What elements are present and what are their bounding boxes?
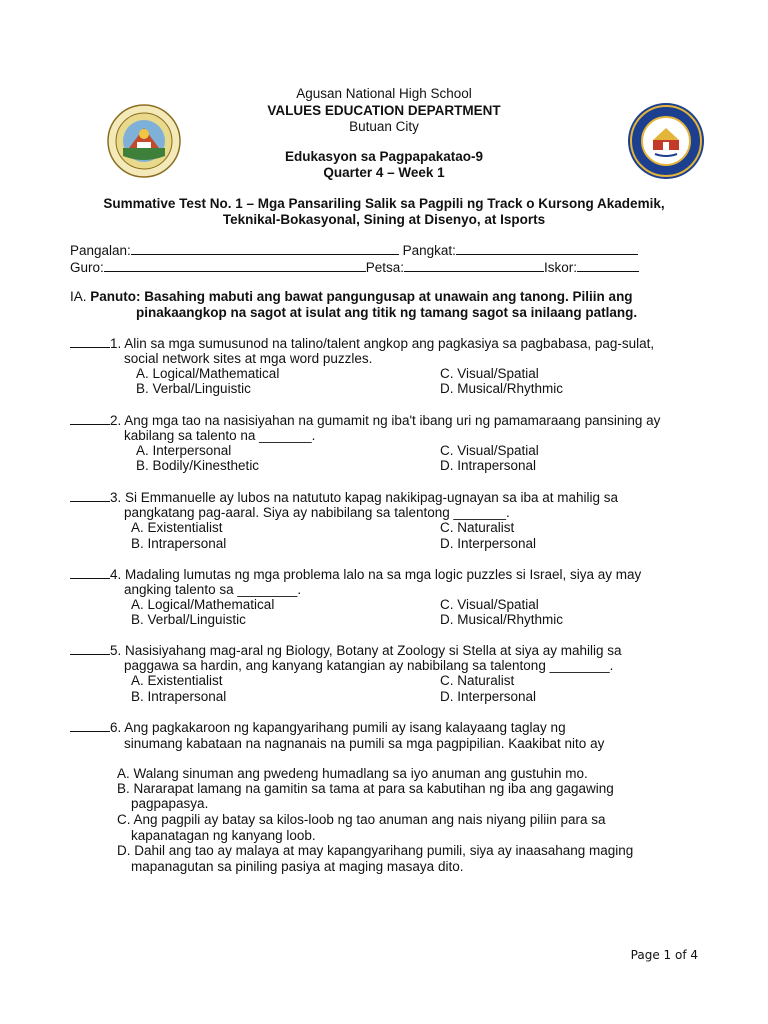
teacher-label: Guro: — [70, 260, 104, 275]
teacher-field-row — [70, 259, 639, 275]
test-title-line1: Summative Test No. 1 – Mga Pansariling Salik sa Pagpili ng Track o Kursong Akademik, — [103, 196, 665, 211]
q3-option-d: D. Interpersonal — [440, 536, 537, 551]
q4-option-b: B. Verbal/Linguistic — [131, 612, 246, 627]
q1-option-b: B. Verbal/Linguistic — [136, 381, 251, 396]
q3-option-b: B. Intrapersonal — [131, 536, 227, 551]
department-name: VALUES EDUCATION DEPARTMENT — [267, 103, 501, 118]
question-2: 2. Ang mga tao na nasisiyahan na gumamit ng iba't ibang uri ng pamamaraang pansining ay — [70, 412, 660, 428]
q6-option-d-cont: mapanagutan sa piniling pasiya at maging masaya dito. — [131, 859, 464, 874]
date-label: Petsa: — [365, 260, 405, 275]
instructions-line2: pinakaangkop na sagot at isulat ang titik ng tamang sagot sa inilaang patlang. — [136, 305, 638, 320]
q4-option-a: A. Logical/Mathematical — [131, 597, 275, 612]
question-1: 1. Alin sa mga sumusunod na talino/talent angkop ang pagkasiya sa pagbabasa, pag-sulat, — [70, 335, 654, 351]
question-2-line2: kabilang sa talento na _______. — [124, 428, 316, 443]
instructions-prefix: IA. — [70, 289, 87, 304]
q2-option-b: B. Bodily/Kinesthetic — [136, 458, 260, 473]
q6-option-b-cont: pagpapasya. — [131, 796, 209, 811]
answer-blank-3[interactable] — [70, 489, 110, 502]
score-label: Iskor: — [544, 260, 578, 275]
q1-option-c: C. Visual/Spatial — [440, 366, 539, 381]
q1-option-d: D. Musical/Rhythmic — [440, 381, 564, 396]
school-name: Agusan National High School — [296, 86, 472, 101]
q5-option-b: B. Intrapersonal — [131, 689, 227, 704]
q2-option-a: A. Interpersonal — [136, 443, 232, 458]
instructions-line1: IA. Panuto: Basahing mabuti ang bawat pangungusap at unawain ang tanong. Piliin ang — [70, 289, 633, 304]
subject-title: Edukasyon sa Pagpapakatao-9 — [284, 149, 484, 164]
q6-option-d: D. Dahil ang tao ay malaya at may kapangyarihang pumili, siya ay inaasahang maging — [117, 843, 634, 858]
section-blank[interactable] — [456, 242, 638, 255]
name-field-row — [70, 242, 638, 258]
q3-option-a: A. Existentialist — [131, 520, 223, 535]
q6-option-c-cont: kapanatagan ng kanyang loob. — [131, 828, 316, 843]
question-6: 6. Ang pagkakaroon ng kapangyarihang pumili ay isang kalayaang taglay ng — [70, 719, 566, 735]
q4-option-d: D. Musical/Rhythmic — [440, 612, 564, 627]
answer-blank-4[interactable] — [70, 566, 110, 579]
name-label: Pangalan: — [70, 243, 131, 258]
answer-blank-2[interactable] — [70, 412, 110, 425]
question-5: 5. Nasisiyahang mag-aral ng Biology, Botany at Zoology si Stella at siya ay mahilig sa — [70, 642, 622, 658]
q5-option-a: A. Existentialist — [131, 673, 223, 688]
q6-option-c: C. Ang pagpili ay batay sa kilos-loob ng tao anuman ang nais niyang piliin para sa — [117, 812, 606, 827]
q6-option-b: B. Nararapat lamang na gamitin sa tama at para sa kabutihan ng iba ang gagawing — [117, 781, 614, 796]
answer-blank-6[interactable] — [70, 719, 110, 732]
answer-blank-5[interactable] — [70, 642, 110, 655]
question-3: 3. Si Emmanuelle ay lubos na natututo kapag nakikipag-ugnayan sa iba at mahilig sa — [70, 489, 618, 505]
page-number: Page 1 of 4 — [630, 948, 698, 962]
date-blank[interactable] — [404, 259, 544, 272]
score-blank[interactable] — [577, 259, 639, 272]
test-title-line2: Teknikal-Bokasyonal, Sining at Disenyo, at Isports — [222, 212, 546, 227]
q5-option-d: D. Interpersonal — [440, 689, 537, 704]
q5-option-c: C. Naturalist — [440, 673, 515, 688]
section-label: Pangkat: — [402, 243, 456, 258]
q3-option-c: C. Naturalist — [440, 520, 515, 535]
question-1-line2: social network sites at mga word puzzles. — [124, 351, 373, 366]
q2-option-c: C. Visual/Spatial — [440, 443, 539, 458]
question-4-line2: angking talento sa ________. — [124, 582, 302, 597]
q2-option-d: D. Intrapersonal — [440, 458, 537, 473]
question-4: 4. Madaling lumutas ng mga problema lalo na sa mga logic puzzles si Israel, siya ay may — [70, 566, 641, 582]
question-6-line2: sinumang kabataan na nagnanais na pumili sa mga pagpipilian. Kaakibat nito ay — [124, 736, 605, 751]
q1-option-a: A. Logical/Mathematical — [136, 366, 280, 381]
question-3-line2: pangkatang pag-aaral. Siya ay nabibilang sa talentong _______. — [124, 505, 510, 520]
quarter-week: Quarter 4 – Week 1 — [323, 165, 445, 180]
q4-option-c: C. Visual/Spatial — [440, 597, 539, 612]
name-blank[interactable] — [131, 242, 399, 255]
answer-blank-1[interactable] — [70, 335, 110, 348]
question-5-line2: paggawa sa hardin, ang kanyang katangian ay nabibilang sa talentong ________. — [124, 658, 614, 673]
teacher-blank[interactable] — [104, 259, 366, 272]
city-name: Butuan City — [349, 119, 419, 134]
q6-option-a: A. Walang sinuman ang pwedeng humadlang sa iyo anuman ang gustuhin mo. — [117, 766, 588, 781]
